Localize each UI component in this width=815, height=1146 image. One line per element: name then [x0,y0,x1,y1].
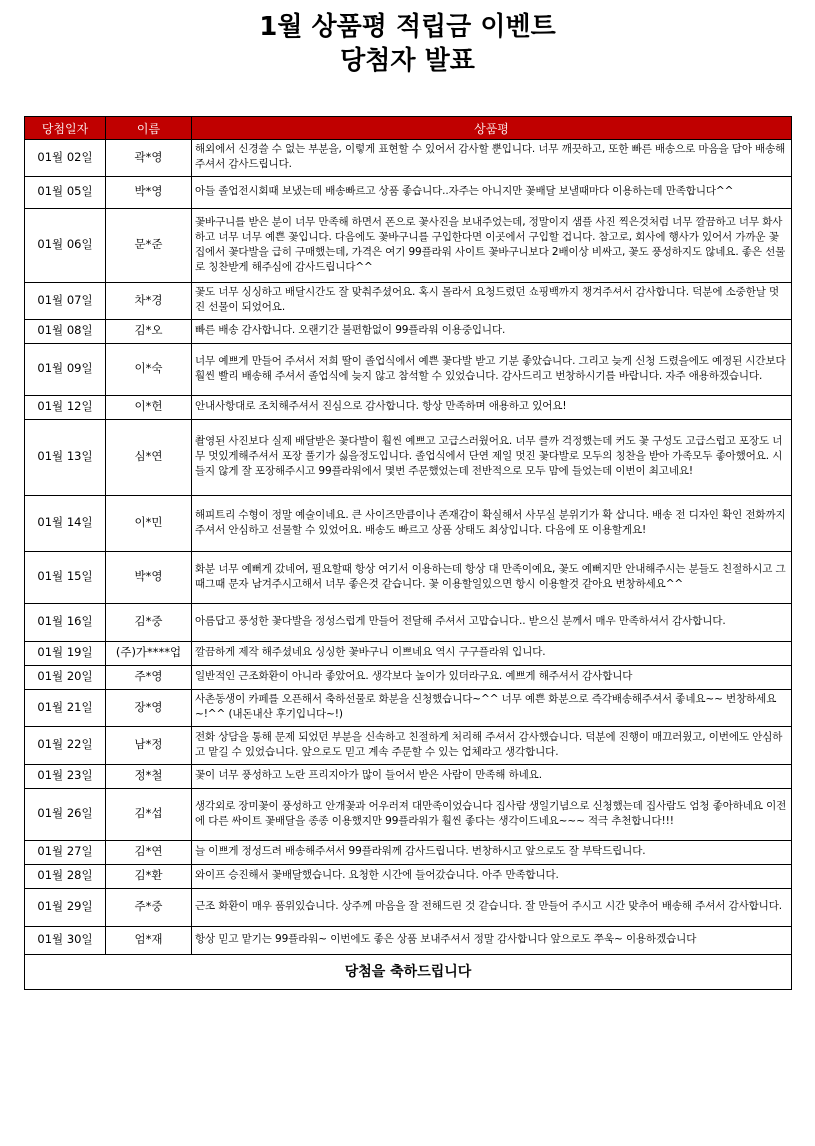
winner-date: 01월 26일 [25,789,106,841]
winner-date: 01월 13일 [25,420,106,496]
winner-name: 장*영 [106,690,192,727]
column-header-date: 당첨일자 [25,117,106,140]
winner-name: 김*연 [106,841,192,865]
table-row [25,690,792,727]
congratulations-text: 당첨을 축하드립니다 [25,955,792,990]
footer-row [25,955,792,990]
table-row [25,841,792,865]
winner-date: 01월 15일 [25,552,106,604]
table-row [25,177,792,209]
winner-date: 01월 27일 [25,841,106,865]
winner-name: 박*영 [106,177,192,209]
winner-date: 01월 28일 [25,865,106,889]
winner-name: 남*정 [106,727,192,765]
winner-review: 아름답고 풍성한 꽃다발을 정성스럽게 만들어 전달해 주셔서 고맙습니다.. 받으신 분께서 매우 만족하셔서 감사합니다. [192,604,792,642]
table-row [25,552,792,604]
winner-name: 차*경 [106,283,192,320]
winner-date: 01월 12일 [25,396,106,420]
winner-review: 촬영된 사진보다 실제 배달받은 꽃다발이 훨씬 예쁘고 고급스러웠어요. 너무 클까 걱정했는데 커도 꽃 구성도 고급스럽고 포장도 너무 멋있게해주셔서 포장 풀기가 싫을정도입니다. 졸업식에서 단연 제일 멋진 꽃다발로 모두의 칭찬을 받아 가족모두 좋아했어요. 시들지 않게 잘 포장해주시고 99플라워에서 몇번 주문했었는데 전반적으로 모두 맘에 들었는데 이번이 최고네요! [192,420,792,496]
winner-date: 01월 20일 [25,666,106,690]
winner-review: 꽃바구니를 받은 분이 너무 만족해 하면서 폰으로 꽃사진을 보내주었는데, 정말이지 샘플 사진 찍은것처럼 너무 깔끔하고 너무 화사하고 너무 너무 예쁜 꽃입니다. 다음에도 꽃바구니를 구입한다면 이곳에서 구입할 겁니다. 참고로, 회사에 행사가 있어서 가까운 꽃집에서 꽃다발을 급히 구매했는데, 가격은 여기 99플라워 사이트 꽃바구니보다 2배이상 비싸고, 꽃도 풍성하지도 않네요. 좋은 선물로 칭찬받게 해주심에 감사드립니다^^ [192,209,792,283]
table-row [25,889,792,927]
winner-date: 01월 05일 [25,177,106,209]
table-row [25,666,792,690]
winner-review: 빠른 배송 감사합니다. 오랜기간 불편함없이 99플라워 이용중입니다. [192,320,792,344]
table-row [25,789,792,841]
table-row [25,727,792,765]
table-row [25,320,792,344]
winner-review: 깔끔하게 제작 해주셨네요 싱싱한 꽃바구니 이쁘네요 역시 구구플라워 입니다. [192,642,792,666]
table-row [25,765,792,789]
winner-review: 안내사항대로 조치해주셔서 진심으로 감사합니다. 항상 만족하며 애용하고 있어요! [192,396,792,420]
winner-date: 01월 08일 [25,320,106,344]
winner-date: 01월 02일 [25,140,106,177]
table-row [25,140,792,177]
winner-review: 전화 상담을 통해 문제 되었던 부분을 신속하고 친절하게 처리해 주셔서 감사했습니다. 덕분에 진행이 매끄러웠고, 이번에도 안심하고 맡길 수 있었습니다. 앞으로도 믿고 계속 주문할 수 있는 업체라고 생각합니다. [192,727,792,765]
winner-name: 박*영 [106,552,192,604]
winner-name: 곽*영 [106,140,192,177]
winner-date: 01월 07일 [25,283,106,320]
table-row [25,209,792,283]
winner-date: 01월 16일 [25,604,106,642]
winner-review: 너무 예쁘게 만들어 주셔서 저희 딸이 졸업식에서 예쁜 꽃다발 받고 기분 좋았습니다. 그리고 늦게 신청 드렸을에도 예정된 시간보다 훨씬 빨리 배송해 주셔서 졸업식에 늦지 않고 참석할 수 있었습니다. 감사드리고 번창하시기를 바랍니다. 자주 애용하겠습니다. [192,344,792,396]
table-row [25,604,792,642]
table-row [25,420,792,496]
winner-name: 주*중 [106,889,192,927]
table-row [25,642,792,666]
winner-review: 항상 믿고 맡기는 99플라워~ 이번에도 좋은 상품 보내주셔서 정말 감사합니다 앞으로도 쭈욱~ 이용하겠습니다 [192,927,792,955]
winner-name: 김*오 [106,320,192,344]
page-title: 1월 상품평 적립금 이벤트 [259,12,556,42]
winner-date: 01월 22일 [25,727,106,765]
winner-name: 엄*재 [106,927,192,955]
table-row [25,865,792,889]
table-row [25,283,792,320]
winner-review: 근조 화환이 매우 품위있습니다. 상주께 마음을 잘 전해드린 것 같습니다. 잘 만들어 주시고 시간 맞추어 배송해 주셔서 감사합니다. [192,889,792,927]
winners-table [24,116,792,990]
table-row [25,927,792,955]
winner-review: 사촌동생이 카페를 오픈해서 축하선물로 화분을 신청했습니다~^^ 너무 예쁜 화분으로 즉각배송해주셔서 좋네요~~ 번창하세요~!^^ (내돈내산 후기입니다~!) [192,690,792,727]
winner-name: 이*헌 [106,396,192,420]
winner-date: 01월 14일 [25,496,106,552]
winner-name: 이*숙 [106,344,192,396]
winner-name: 김*환 [106,865,192,889]
winner-review: 해외에서 신경쓸 수 없는 부분을, 이렇게 표현할 수 있어서 감사할 뿐입니다. 너무 깨끗하고, 또한 빠른 배송으로 마음을 담아 배송해 주셔서 감사드립니다. [192,140,792,177]
table-row [25,344,792,396]
winner-name: 이*민 [106,496,192,552]
winner-name: 심*연 [106,420,192,496]
table-header-row [25,117,792,140]
winner-date: 01월 29일 [25,889,106,927]
winner-name: (주)가****업 [106,642,192,666]
winner-name: 정*철 [106,765,192,789]
winner-review: 꽃이 너무 풍성하고 노란 프리지아가 많이 들어서 받은 사람이 만족해 하네요. [192,765,792,789]
winner-review: 화분 너무 예뻐게 갔네여, 필요할때 항상 여기서 이용하는데 항상 대 만족이예요, 꽃도 예뻐지만 안내해주시는 분들도 친절하시고 그때그때 문자 남겨주시고해서 너무 좋은것 같습니다. 꽃 이용할일있으면 항시 이용할것 같아요 번창하세요^^ [192,552,792,604]
table-row [25,396,792,420]
winner-name: 문*준 [106,209,192,283]
winner-review: 와이프 승진해서 꽃배달했습니다. 요청한 시간에 들어갔습니다. 아주 만족합니다. [192,865,792,889]
winner-review: 생각외로 장미꽃이 풍성하고 안개꽃과 어우러져 대만족이었습니다 집사람 생일기념으로 신청했는데 집사람도 엄청 좋아하네요 이전에 다른 싸이트 꽃배달을 종종 이용했지만 99플라워가 훨씬 좋다는 생각이드네요~~~ 적극 추천합니다!!! [192,789,792,841]
winner-review: 꽃도 너무 싱싱하고 배달시간도 잘 맞춰주셨어요. 혹시 몰라서 요청드렸던 쇼핑백까지 챙겨주셔서 감사합니다. 덕분에 소중한날 멋진 선물이 되었어요. [192,283,792,320]
winner-name: 주*영 [106,666,192,690]
column-header-review: 상품평 [192,117,792,140]
winner-date: 01월 06일 [25,209,106,283]
winner-date: 01월 09일 [25,344,106,396]
winner-date: 01월 30일 [25,927,106,955]
table-row [25,496,792,552]
winner-date: 01월 23일 [25,765,106,789]
winner-review: 늘 이쁘게 정성드려 배송해주셔서 99플라워께 감사드립니다. 번창하시고 앞으로도 잘 부탁드립니다. [192,841,792,865]
winner-review: 해피트리 수형이 정말 예술이네요. 큰 사이즈만큼이나 존재감이 확실해서 사무실 분위기가 확 삽니다. 배송 전 디자인 확인 전화까지 주셔서 안심하고 선물할 수 있었어요. 배송도 빠르고 상품 상태도 최상입니다. 다음에 또 이용할게요! [192,496,792,552]
winner-name: 김*섭 [106,789,192,841]
winner-date: 01월 21일 [25,690,106,727]
winner-review: 일반적인 근조화환이 아니라 좋았어요. 생각보다 높이가 있더라구요. 예쁘게 해주셔서 감사합니다 [192,666,792,690]
column-header-name: 이름 [106,117,192,140]
winner-name: 김*중 [106,604,192,642]
winner-review: 아들 졸업전시회때 보냈는데 배송빠르고 상품 좋습니다..자주는 아니지만 꽃배달 보낼때마다 이용하는데 만족합니다^^ [192,177,792,209]
page-subtitle: 당첨자 발표 [340,46,475,76]
winner-date: 01월 19일 [25,642,106,666]
